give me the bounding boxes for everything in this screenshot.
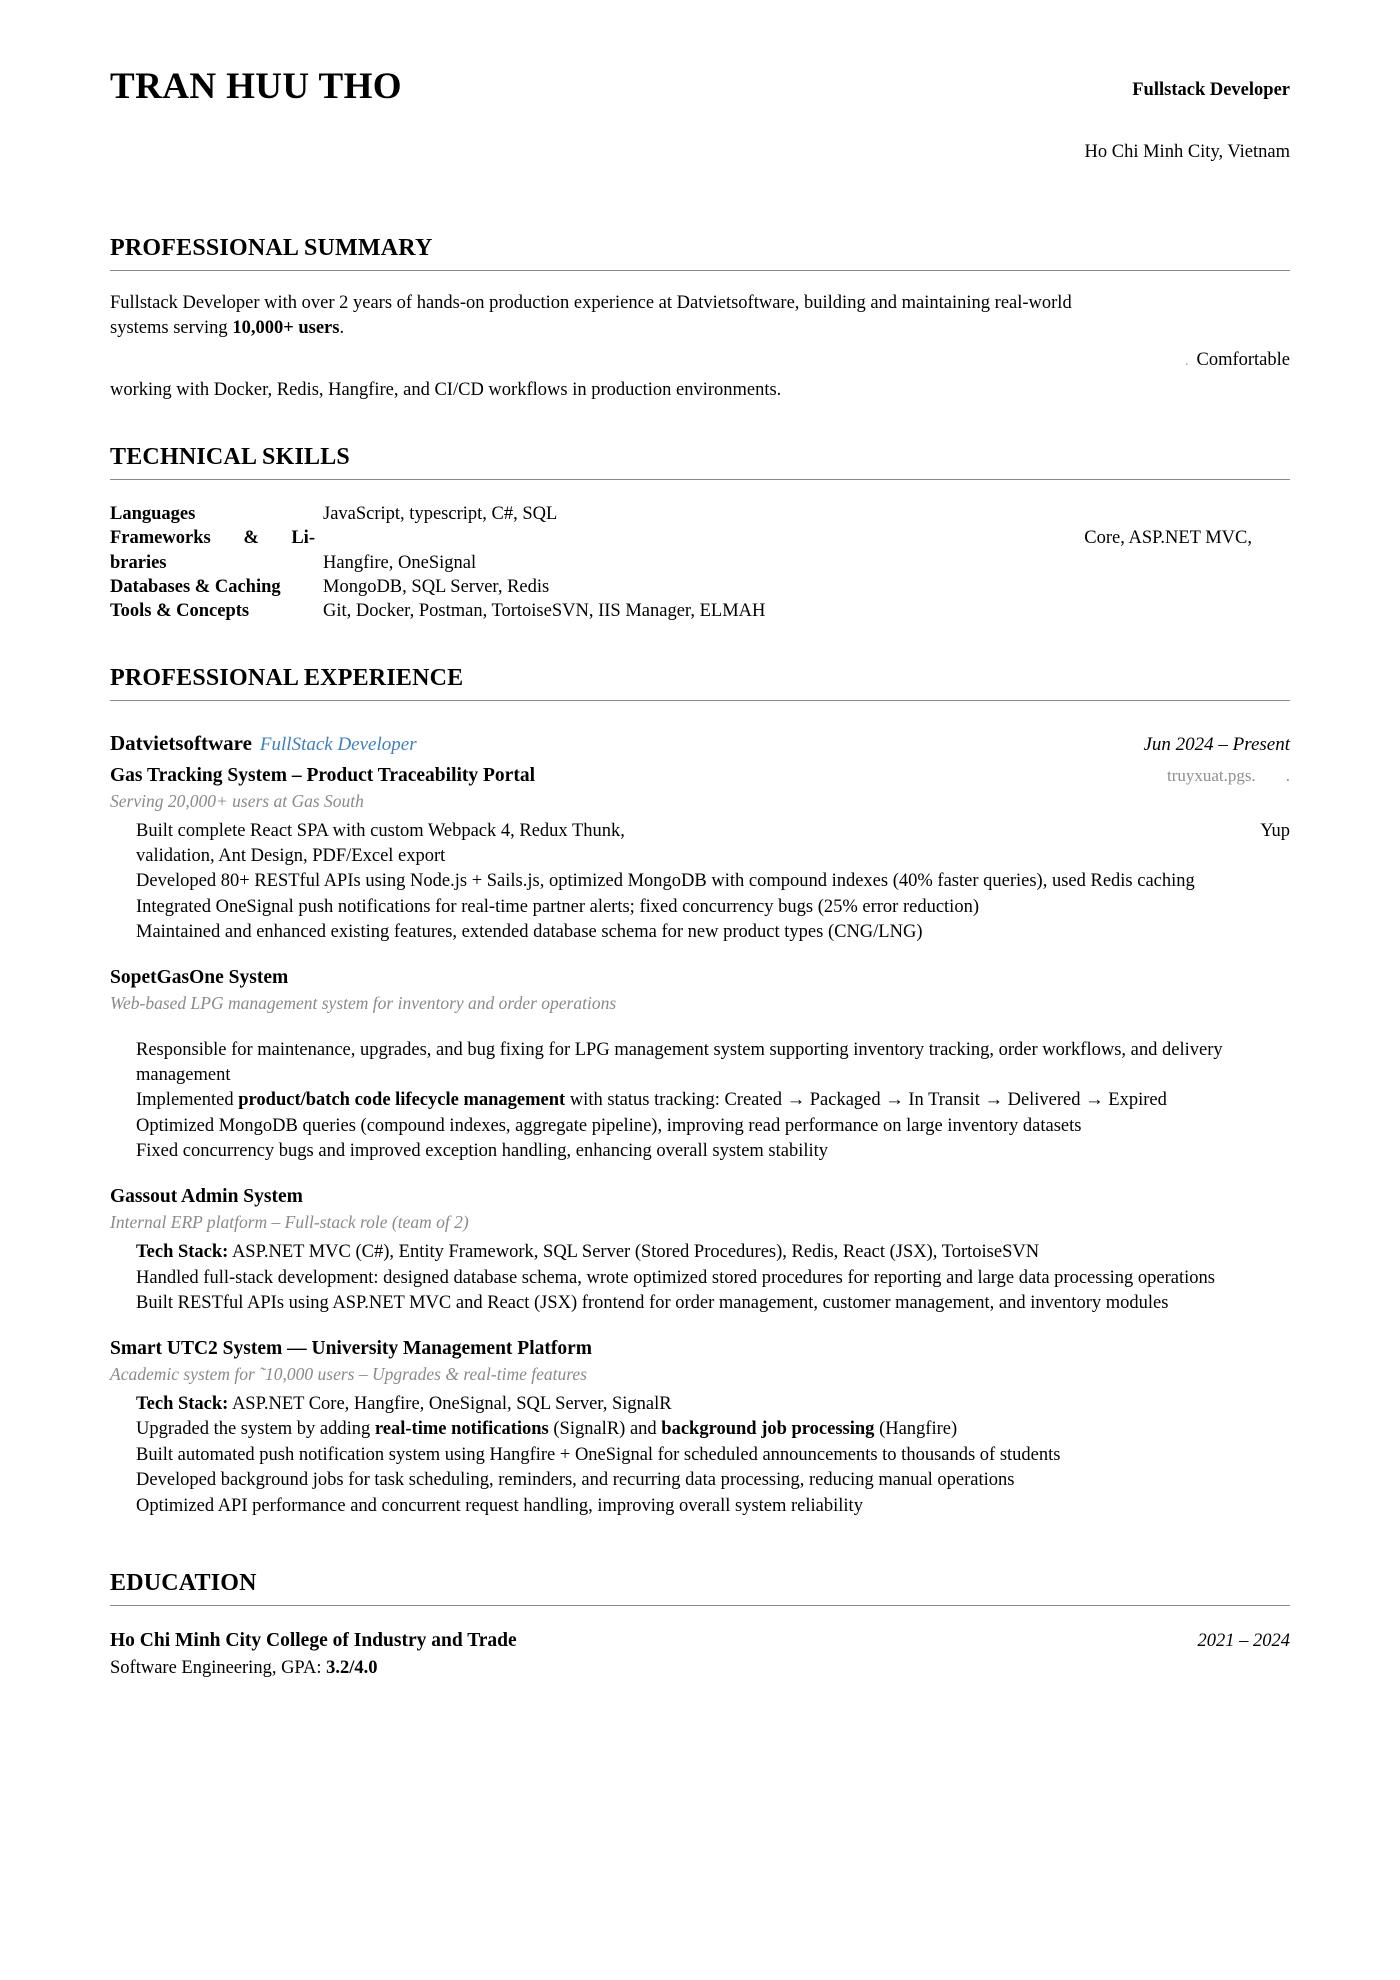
summary-line-2-suffix: . bbox=[339, 317, 345, 338]
project-link[interactable] bbox=[1167, 766, 1290, 786]
skill-row bbox=[110, 599, 1290, 623]
skill-label-databases: Databases & Caching bbox=[110, 576, 281, 597]
project-title: Smart UTC2 System — University Management Platform bbox=[110, 1337, 592, 1359]
list-item: Built RESTful APIs using ASP.NET MVC and React (JSX) frontend for order management, customer management, and inventory modules bbox=[136, 1293, 1169, 1314]
section-heading-experience: PROFESSIONAL EXPERIENCE bbox=[110, 664, 464, 691]
bullet-suffix: with status tracking: Created → Packaged → In Transit → Delivered → Expired bbox=[565, 1090, 1167, 1111]
bullet-prefix: Implemented bbox=[136, 1090, 239, 1111]
bullet-justified-line bbox=[136, 819, 1290, 844]
job-company-and-role bbox=[110, 731, 417, 756]
bullet-bold-phrase-1: real-time notifications bbox=[374, 1419, 549, 1440]
education-entry bbox=[110, 1628, 1290, 1681]
job-role: FullStack Developer bbox=[259, 733, 417, 755]
section-divider bbox=[110, 1605, 1290, 1606]
project-entry bbox=[110, 1186, 1290, 1316]
resume-header bbox=[110, 68, 1290, 186]
bullet-suffix: ASP.NET Core, Hangfire, OneSignal, SQL Server, SignalR bbox=[228, 1393, 672, 1414]
project-subtitle: Academic system for ˜10,000 users – Upgrades & real-time features bbox=[110, 1363, 587, 1384]
skill-label-word-2: & bbox=[243, 528, 259, 549]
list-item: Developed 80+ RESTful APIs using Node.js + Sails.js, optimized MongoDB with compound indexes (40% faster queries), used Redis caching bbox=[136, 871, 1195, 892]
skill-label-languages: Languages bbox=[110, 503, 196, 524]
education-detail bbox=[110, 1656, 1290, 1681]
bullet-bold-phrase: Tech Stack: bbox=[136, 1241, 229, 1262]
summary-users-count: 10,000+ users bbox=[232, 317, 340, 338]
list-item: Responsible for maintenance, upgrades, and bug fixing for LPG management system supporting inventory tracking, order workflows, and delivery management bbox=[136, 1039, 1223, 1085]
section-divider bbox=[110, 700, 1290, 701]
list-item: Fixed concurrency bugs and improved exception handling, enhancing overall system stability bbox=[136, 1141, 829, 1162]
skill-row bbox=[110, 526, 1290, 550]
skill-value-frameworks-line-1: Core, ASP.NET MVC, bbox=[1084, 528, 1252, 549]
list-item: Integrated OneSignal push notifications for real-time partner alerts; fixed concurrency bugs (25% error reduction) bbox=[136, 896, 979, 917]
list-item: Built automated push notification system using Hangfire + OneSignal for scheduled announcements to thousands of students bbox=[136, 1444, 1061, 1465]
summary-line-4: working with Docker, Redis, Hangfire, and CI/CD workflows in production environments. bbox=[110, 379, 782, 400]
section-education bbox=[110, 1571, 1290, 1681]
header-role: Fullstack Developer bbox=[1132, 80, 1290, 100]
skill-value-databases: MongoDB, SQL Server, Redis bbox=[323, 576, 550, 597]
project-link-text: truyxuat.pgs. bbox=[1166, 765, 1256, 785]
section-professional-summary bbox=[110, 236, 1290, 403]
skill-value-tools: Git, Docker, Postman, TortoiseSVN, IIS Manager, ELMAH bbox=[323, 601, 766, 622]
page-title: TRAN HUU THO bbox=[110, 66, 402, 107]
bullet-bold-phrase-2: background job processing bbox=[661, 1419, 875, 1440]
project-subtitle: Internal ERP platform – Full-stack role (team of 2) bbox=[110, 1211, 469, 1232]
skill-value-languages: JavaScript, typescript, C#, SQL bbox=[323, 503, 558, 524]
summary-line-3-text: Comfortable bbox=[1196, 350, 1290, 371]
skill-label-tools: Tools & Concepts bbox=[110, 601, 250, 622]
bullet-suffix: ASP.NET MVC (C#), Entity Framework, SQL Server (Stored Procedures), Redis, React (JSX), TortoiseSVN bbox=[228, 1241, 1040, 1262]
section-heading-education: EDUCATION bbox=[110, 1569, 257, 1596]
summary-line-2-prefix: systems serving bbox=[110, 317, 233, 338]
resume-content bbox=[110, 0, 1290, 1681]
skill-row bbox=[110, 502, 1290, 526]
list-item: Maintained and enhanced existing features, extended database schema for new product types (CNG/LNG) bbox=[136, 922, 923, 943]
education-school: Ho Chi Minh City College of Industry and Trade bbox=[110, 1629, 517, 1651]
education-dates: 2021 – 2024 bbox=[1197, 1630, 1290, 1651]
project-link-artifact: . bbox=[1285, 765, 1290, 785]
job-company: Datvietsoftware bbox=[110, 730, 252, 755]
project-subtitle: Web-based LPG management system for inventory and order operations bbox=[110, 992, 617, 1013]
summary-line-2 bbox=[110, 316, 1290, 341]
section-divider bbox=[110, 479, 1290, 480]
list-item: Optimized API performance and concurrent request handling, improving overall system reliability bbox=[136, 1496, 863, 1517]
project-header bbox=[110, 765, 1290, 787]
list-item bbox=[110, 819, 1290, 868]
project-entry bbox=[110, 1338, 1290, 1519]
skill-label-frameworks bbox=[110, 526, 323, 550]
skill-label-frameworks-cont: braries bbox=[110, 552, 167, 573]
list-item: Handled full-stack development: designed database schema, wrote optimized stored procedures for reporting and large data processing operations bbox=[136, 1267, 1215, 1288]
section-heading-summary: PROFESSIONAL SUMMARY bbox=[110, 235, 433, 261]
list-item: Optimized MongoDB queries (compound indexes, aggregate pipeline), improving read performance on large inventory datasets bbox=[136, 1115, 1082, 1136]
list-item bbox=[110, 1240, 1290, 1265]
project-header bbox=[110, 967, 1290, 989]
project-title: Gas Tracking System – Product Traceability Portal bbox=[110, 764, 536, 786]
skill-row bbox=[110, 551, 1290, 575]
skill-label-word-3: Li- bbox=[291, 528, 315, 549]
job-dates: Jun 2024 – Present bbox=[1143, 733, 1290, 755]
bullet-text-continued: validation, Ant Design, PDF/Excel export bbox=[136, 845, 446, 866]
summary-artifact-dot: . bbox=[1184, 354, 1189, 370]
list-item: Developed background jobs for task scheduling, reminders, and recurring data processing, reducing manual operations bbox=[136, 1470, 1015, 1491]
bullet-bold-phrase: product/batch code lifecycle management bbox=[238, 1090, 566, 1111]
job-entry bbox=[110, 731, 1290, 1519]
project-entry bbox=[110, 765, 1290, 945]
bullet-text-left: Built complete React SPA with custom Webpack 4, Redux Thunk, bbox=[136, 820, 625, 841]
project-header bbox=[110, 1186, 1290, 1208]
project-subtitle: Serving 20,000+ users at Gas South bbox=[110, 790, 364, 811]
education-gpa: 3.2/4.0 bbox=[326, 1658, 378, 1679]
list-item bbox=[110, 1392, 1290, 1417]
skill-label-word-1: Frameworks bbox=[110, 528, 211, 549]
section-technical-skills bbox=[110, 445, 1290, 624]
skill-row bbox=[110, 575, 1290, 599]
bullet-part-2: (SignalR) and bbox=[548, 1419, 662, 1440]
section-divider bbox=[110, 270, 1290, 271]
section-professional-experience bbox=[110, 666, 1290, 1519]
project-bullets bbox=[110, 819, 1290, 945]
summary-line-3 bbox=[110, 348, 1290, 373]
education-header bbox=[110, 1628, 1290, 1654]
education-major: Software Engineering, GPA: bbox=[110, 1658, 327, 1679]
bullet-part-3: (Hangfire) bbox=[874, 1419, 958, 1440]
project-title: Gassout Admin System bbox=[110, 1185, 303, 1207]
project-title: SopetGasOne System bbox=[110, 966, 289, 988]
list-item bbox=[110, 1088, 1290, 1113]
project-bullets bbox=[110, 1240, 1290, 1316]
job-header bbox=[110, 731, 1290, 756]
bullet-part-1: Upgraded the system by adding bbox=[136, 1419, 375, 1440]
project-header bbox=[110, 1338, 1290, 1360]
summary-line-1: Fullstack Developer with over 2 years of hands-on production experience at Datvietsoftware, building and maintaining real-world bbox=[110, 293, 1072, 314]
section-heading-skills: TECHNICAL SKILLS bbox=[110, 443, 350, 470]
project-bullets bbox=[110, 1038, 1290, 1164]
summary-text bbox=[110, 291, 1290, 402]
project-entry bbox=[110, 967, 1290, 1164]
skills-table bbox=[110, 502, 1290, 624]
bullet-bold-phrase: Tech Stack: bbox=[136, 1393, 229, 1414]
header-location: Ho Chi Minh City, Vietnam bbox=[1084, 142, 1290, 162]
skill-value-frameworks-line-2: Hangfire, OneSignal bbox=[323, 552, 477, 573]
bullet-text-right: Yup bbox=[1260, 820, 1290, 841]
project-bullets bbox=[110, 1392, 1290, 1519]
list-item bbox=[110, 1417, 1290, 1442]
